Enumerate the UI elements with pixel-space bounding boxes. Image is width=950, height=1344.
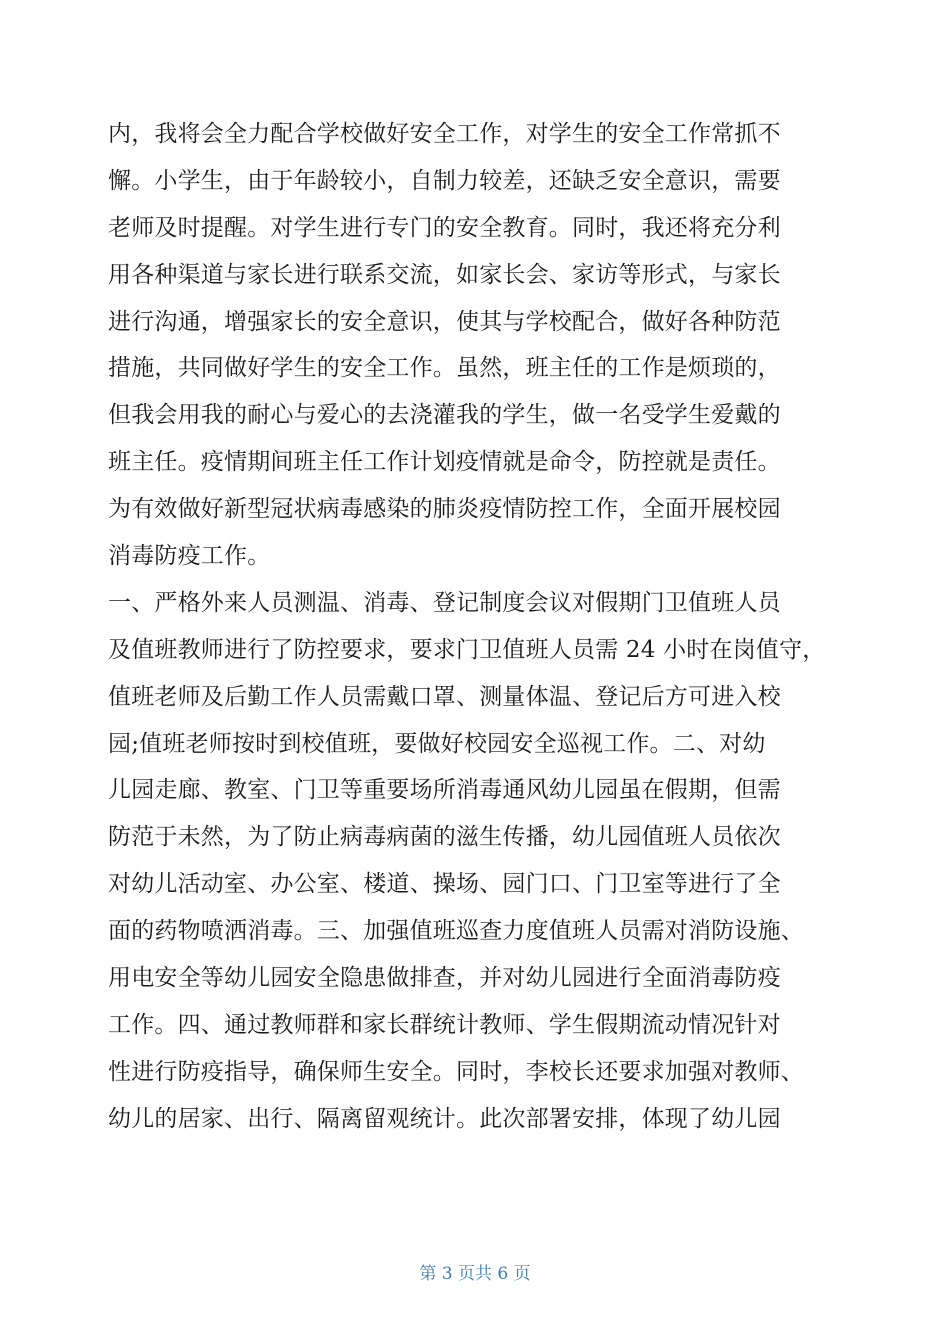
text-line: 但我会用我的耐心与爱心的去浇灌我的学生，做一名受学生爱戴的	[108, 402, 781, 429]
text-line: 园;值班老师按时到校值班，要做好校园安全巡视工作。二、对幼	[108, 730, 766, 757]
text-line: 消毒防疫工作。	[108, 543, 271, 570]
text-line: 老师及时提醒。对学生进行专门的安全教育。同时，我还将充分利	[108, 214, 781, 241]
text-line: 值班老师及后勤工作人员需戴口罩、测量体温、登记后方可进入校	[108, 683, 781, 710]
text-line: 进行沟通，增强家长的安全意识，使其与学校配合，做好各种防范	[108, 308, 781, 335]
text-line: 及值班教师进行了防控要求，要求门卫值班人员需 24 小时在岗值守，	[108, 636, 826, 663]
text-line: 懈。小学生，由于年龄较小，自制力较差，还缺乏安全意识，需要	[108, 167, 781, 194]
text-line: 措施，共同做好学生的安全工作。虽然，班主任的工作是烦琐的，	[108, 355, 781, 382]
text-line: 用各种渠道与家长进行联系交流，如家长会、家访等形式，与家长	[108, 261, 781, 288]
text-line: 儿园走廊、教室、门卫等重要场所消毒通风幼儿园虽在假期，但需	[108, 777, 781, 804]
text-line: 内，我将会全力配合学校做好安全工作，对学生的安全工作常抓不	[108, 121, 781, 147]
text-line: 防范于未然，为了防止病毒病菌的滋生传播，幼儿园值班人员依次	[108, 824, 781, 851]
text-line: 工作。四、通过教师群和家长群统计教师、学生假期流动情况针对	[108, 1011, 781, 1038]
text-line: 一、严格外来人员测温、消毒、登记制度会议对假期门卫值班人员	[108, 589, 781, 616]
text-line: 对幼儿活动室、办公室、楼道、操场、园门口、门卫室等进行了全	[108, 871, 781, 898]
text-line: 幼儿的居家、出行、隔离留观统计。此次部署安排，体现了幼儿园	[108, 1105, 781, 1132]
page-number-footer: 第 3 页共 6 页	[419, 1264, 531, 1284]
text-line: 班主任。疫情期间班主任工作计划疫情就是命令，防控就是责任。	[108, 449, 781, 476]
text-line: 用电安全等幼儿园安全隐患做排查，并对幼儿园进行全面消毒防疫	[108, 965, 781, 992]
body-text	[108, 111, 868, 1143]
text-line: 面的药物喷洒消毒。三、加强值班巡查力度值班人员需对消防设施、	[108, 918, 804, 945]
text-line: 为有效做好新型冠状病毒感染的肺炎疫情防控工作，全面开展校园	[108, 496, 781, 523]
text-line: 性进行防疫指导，确保师生安全。同时，李校长还要求加强对教师、	[108, 1058, 804, 1085]
